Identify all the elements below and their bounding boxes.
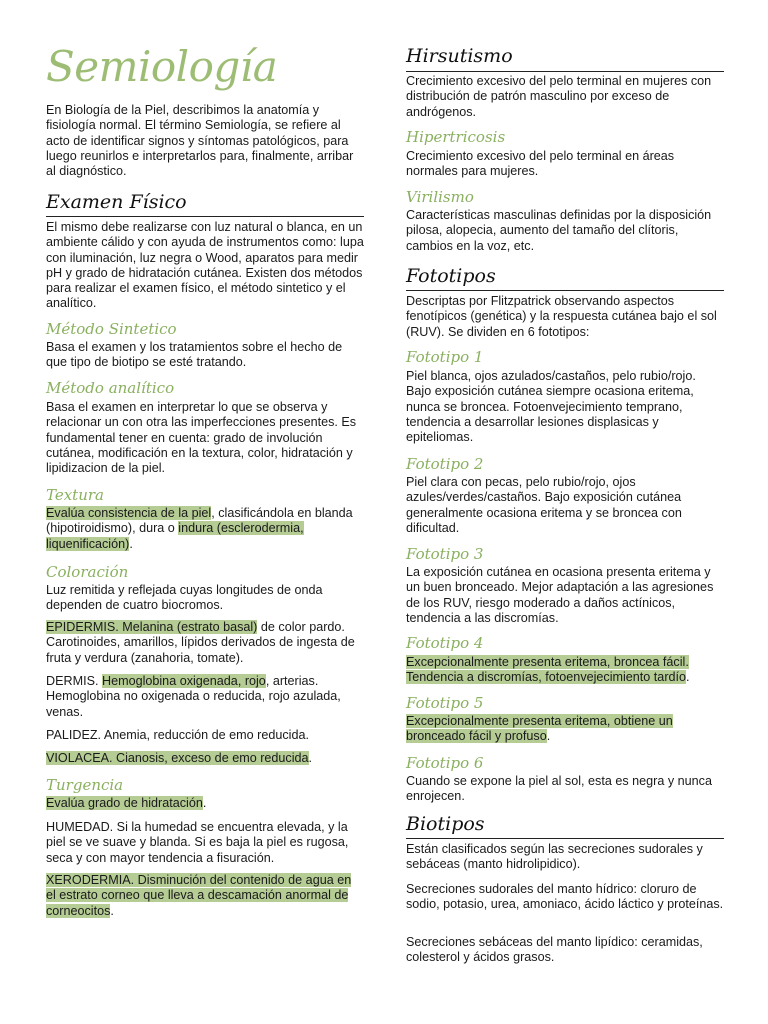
virilismo-paragraph: Características masculinas definidas por la disposición pilosa, alopecia, aumento del tamaño del clítoris, cambios en la voz, etc. bbox=[406, 208, 712, 253]
highlight: Evalúa consistencia de la piel bbox=[46, 506, 212, 520]
heading-virilismo: Virilismo bbox=[406, 188, 474, 206]
biotipos-paragraph-1: Están clasificados según las secreciones sudorales y sebáceas (manto hidrolipidico). bbox=[406, 842, 703, 872]
heading-fototipo-6: Fototipo 6 bbox=[406, 754, 484, 772]
text-run: . bbox=[308, 751, 313, 765]
heading-fototipo-3: Fototipo 3 bbox=[406, 545, 484, 563]
epidermis-paragraph bbox=[46, 620, 364, 666]
humedad-paragraph: HUMEDAD. Si la humedad se encuentra elevada, y la piel se ve suave y blanda. Si es baja la piel es rugosa, seca y con mayor tendencia a fisuración. bbox=[46, 820, 349, 865]
heading-hirsutismo: Hirsutismo bbox=[406, 45, 513, 67]
heading-rule bbox=[46, 216, 364, 217]
heading-fototipo-5: Fototipo 5 bbox=[406, 694, 484, 712]
heading-hipertricosis: Hipertricosis bbox=[406, 128, 506, 146]
text-run: . bbox=[202, 796, 207, 810]
text-run: , arterias. Hemoglobina no oxigenada o reducida, rojo azulada, venas. bbox=[46, 674, 341, 719]
biotipos-paragraph-2: Secreciones sudorales del manto hídrico: cloruro de sodio, potasio, urea, amoniaco, ácido láctico y proteínas. bbox=[406, 882, 724, 912]
heading-examen-fisico: Examen Físico bbox=[46, 191, 187, 213]
fototipos-paragraph: Descriptas por Flitzpatrick observando aspectos fenotípicos (genética) y la respuesta cutánea bajo el sol (RUV). Se dividen en 6 fototipos: bbox=[406, 294, 717, 339]
sintetico-paragraph: Basa el examen y los tratamientos sobre el hecho de que tipo de biotipo se esté tratando. bbox=[46, 340, 343, 370]
heading-rule bbox=[406, 290, 724, 291]
hirsutismo-paragraph: Crecimiento excesivo del pelo terminal en mujeres con distribución de patrón masculino por exceso de andrógenos. bbox=[406, 74, 712, 119]
heading-textura: Textura bbox=[46, 486, 104, 504]
highlight: Excepcionalmente presenta eritema, broncea fácil. Tendencia a discromías, fotoenvejecimiento tardío bbox=[406, 655, 689, 685]
intro-paragraph: En Biología de la Piel, describimos la anatomía y fisiología normal. El término Semiología, se refiere al acto de identificar signos y síntomas patológicos, para luego reunirlos e interpretarlos para, finalmente, arribar al diagnóstico. bbox=[46, 103, 354, 179]
page-title: Semiología bbox=[46, 42, 278, 91]
heading-metodo-sintetico: Método Sintetico bbox=[46, 320, 177, 338]
highlight: VIOLACEA. Cianosis, exceso de emo reducida bbox=[46, 751, 309, 765]
highlight: Excepcionalmente presenta eritema, obtiene un bronceado fácil y profuso bbox=[406, 714, 673, 744]
heading-fototipos: Fototipos bbox=[406, 265, 496, 287]
biotipos-paragraph-3: Secreciones sebáceas del manto lipídico: ceramidas, colesterol y ácidos grasos. bbox=[406, 935, 703, 965]
violacea-paragraph bbox=[46, 751, 364, 766]
text-run: . bbox=[129, 536, 133, 551]
fototipo-5-paragraph bbox=[406, 714, 724, 745]
heading-biotipos: Biotipos bbox=[406, 813, 485, 835]
analitico-paragraph: Basa el examen en interpretar lo que se observa y relacionar un con otra las imperfecciones presentes. Es fundamental tener en cuenta: grado de involución cutánea, modificación en la textura, color, hidratación y lipidizacion de la piel. bbox=[46, 400, 357, 476]
turgencia-paragraph bbox=[46, 796, 364, 811]
heading-turgencia: Turgencia bbox=[46, 776, 124, 794]
textura-paragraph bbox=[46, 506, 364, 552]
heading-rule bbox=[406, 71, 724, 72]
highlight: EPIDERMIS. Melanina (estrato basal) bbox=[46, 620, 258, 634]
fototipo-2-paragraph: Piel clara con pecas, pelo rubio/rojo, ojos azules/verdes/castaños. Bajo exposición cutánea generalmente ocasiona eritema y se broncea con dificultad. bbox=[406, 475, 682, 535]
text-run: . bbox=[546, 729, 551, 744]
fototipo-3-paragraph: La exposición cutánea en ocasiona presenta eritema y un buen bronceado. Mejor adaptación a las agresiones de los RUV, riesgo moderado a daños actínicos, tendencia a las discromías. bbox=[406, 565, 714, 625]
fototipo-1-paragraph: Piel blanca, ojos azulados/castaños, pelo rubio/rojo. Bajo exposición cutánea siempre ocasiona eritema, nunca se broncea. Fotoenvejecimiento temprano, tendencia a desarrollar lesiones displasicas y epiteliomas. bbox=[406, 369, 696, 445]
heading-metodo-analitico: Método analítico bbox=[46, 379, 175, 397]
highlight: XERODERMIA. Disminución del contenido de agua en el estrato corneo que lleva a descamación anormal de corneocitos bbox=[46, 873, 352, 918]
fototipo-6-paragraph: Cuando se expone la piel al sol, esta es negra y nunca enrojecen. bbox=[406, 774, 712, 804]
text-run: . bbox=[686, 670, 690, 685]
coloracion-paragraph: Luz remitida y reflejada cuyas longitudes de onda dependen de cuatro biocromos. bbox=[46, 583, 323, 613]
highlight: Hemoglobina oxigenada, rojo bbox=[101, 674, 266, 688]
heading-fototipo-2: Fototipo 2 bbox=[406, 455, 484, 473]
text-run: de color pardo. Carotinoides, amarillos, lípidos derivados de ingesta de fruta y verdura (zanahoria, tomate). bbox=[46, 620, 355, 665]
palidez-paragraph: PALIDEZ. Anemia, reducción de emo reducida. bbox=[46, 728, 309, 742]
heading-coloracion: Coloración bbox=[46, 563, 129, 581]
heading-rule bbox=[406, 838, 724, 839]
text-run: , clasificándola en blanda (hipotiroidismo), dura o bbox=[46, 506, 353, 536]
highlight: Evalúa grado de hidratación bbox=[46, 796, 203, 810]
heading-fototipo-4: Fototipo 4 bbox=[406, 634, 484, 652]
dermis-paragraph bbox=[46, 674, 364, 720]
heading-fototipo-1: Fototipo 1 bbox=[406, 348, 484, 366]
text-run: DERMIS. bbox=[46, 674, 102, 688]
text-run: . bbox=[110, 903, 114, 918]
hipertricosis-paragraph: Crecimiento excesivo del pelo terminal en áreas normales para mujeres. bbox=[406, 149, 675, 179]
xerodermia-paragraph bbox=[46, 873, 364, 919]
examen-paragraph: El mismo debe realizarse con luz natural o blanca, en un ambiente cálido y con ayuda de instrumentos como: lupa con iluminación, luz negra o Wood, aparatos para medir pH y grado de hidratación cutánea. Existen dos métodos para realizar el examen físico, el método sintetico y el analítico. bbox=[46, 220, 364, 311]
highlight: indura (esclerodermia, liquenificación) bbox=[46, 521, 304, 551]
fototipo-4-paragraph bbox=[406, 655, 728, 686]
